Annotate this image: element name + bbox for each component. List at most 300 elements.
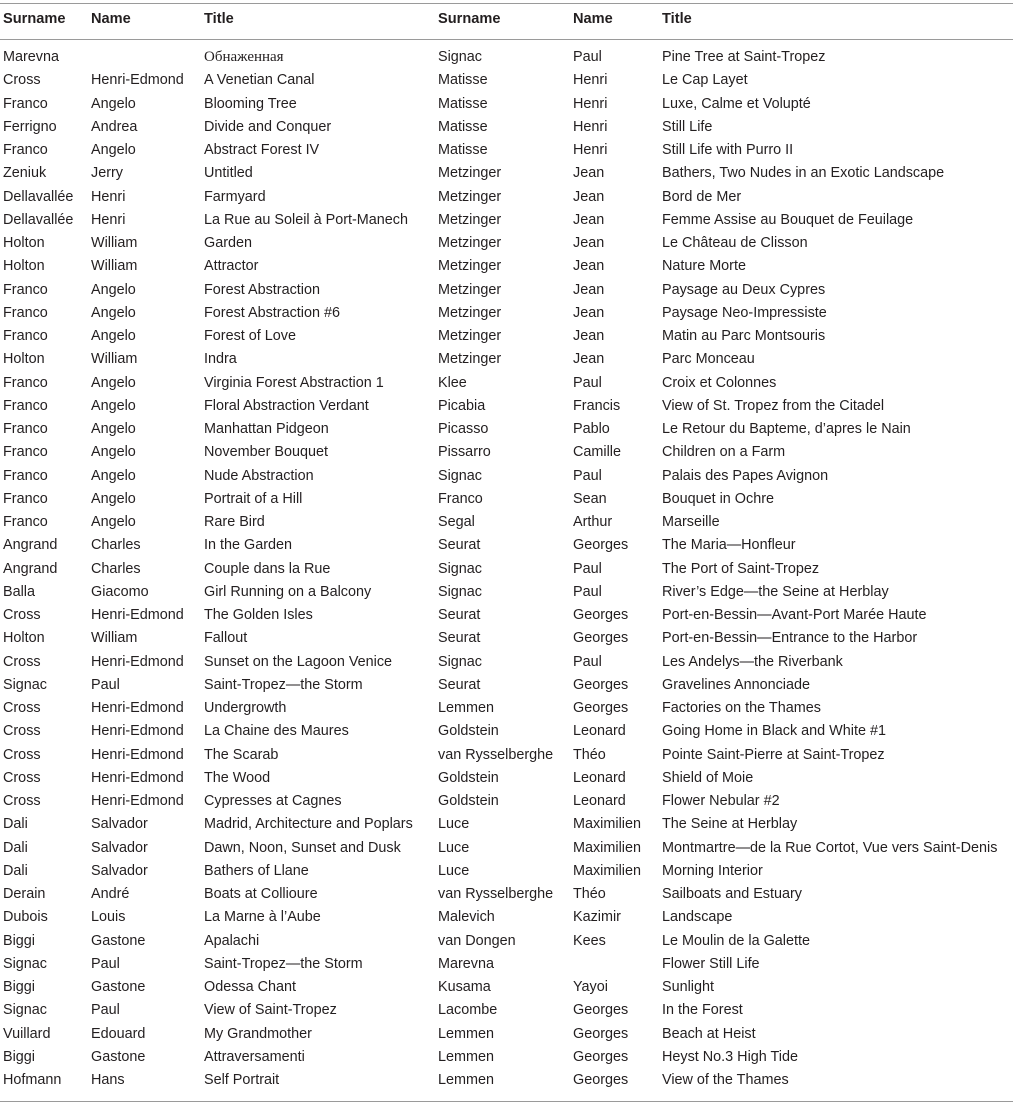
- table-row: [0, 418, 1013, 441]
- table-row: [0, 93, 1013, 116]
- cell-surname-left: Franco: [3, 95, 48, 112]
- cell-name-right: Yayoi: [573, 979, 608, 995]
- cell-surname-right: Marevna: [438, 955, 494, 972]
- cell-name-left: Angelo: [91, 490, 136, 507]
- cell-name-left: Salvador: [91, 862, 148, 879]
- cell-title-right: Palais des Papes Avignon: [662, 467, 829, 484]
- cell-title-left: Sunset on the Lagoon Venice: [204, 653, 393, 670]
- cell-title-left: Floral Abstraction Verdant: [204, 397, 369, 414]
- cell-title-right: Le Château de Clisson: [662, 235, 808, 251]
- cell-title-left: Odessa Chant: [204, 979, 296, 995]
- cell-name-left: Angelo: [91, 374, 136, 391]
- cell-name-left: Henri-Edmond: [91, 793, 184, 809]
- cell-name-left: Henri-Edmond: [91, 653, 184, 670]
- cell-title-right: Bouquet in Ochre: [662, 490, 774, 507]
- table-row: [0, 511, 1013, 534]
- cell-surname-right: Luce: [438, 839, 470, 856]
- cell-surname-left: Cross: [3, 723, 41, 740]
- table-row: [0, 697, 1013, 720]
- cell-title-left: Couple dans la Rue: [204, 560, 331, 577]
- cell-name-left: Hans: [91, 1072, 125, 1088]
- cell-title-right: The Maria—Honfleur: [662, 537, 796, 554]
- cell-surname-right: Seurat: [438, 630, 481, 647]
- cell-surname-left: Dellavallée: [3, 211, 74, 228]
- table-row: [0, 953, 1013, 976]
- cell-surname-left: Biggi: [3, 932, 35, 949]
- cell-name-left: Paul: [91, 1002, 120, 1019]
- cell-surname-left: Signac: [3, 676, 48, 693]
- cell-name-left: Gastone: [91, 932, 146, 949]
- cell-surname-left: Dellavallée: [3, 188, 74, 205]
- header-name-right: Name: [573, 11, 613, 27]
- cell-surname-right: Metzinger: [438, 281, 502, 298]
- cell-surname-right: Matisse: [438, 72, 488, 89]
- cell-name-left: Gastone: [91, 979, 146, 995]
- cell-surname-right: Seurat: [438, 607, 481, 623]
- cell-title-left: Garden: [204, 235, 252, 251]
- cell-name-left: William: [91, 630, 138, 647]
- cell-surname-left: Angrand: [3, 537, 58, 554]
- cell-name-right: Kazimir: [573, 909, 621, 926]
- cell-title-left: Portrait of a Hill: [204, 490, 303, 507]
- cell-surname-right: Signac: [438, 583, 483, 600]
- table-row: [0, 976, 1013, 999]
- cell-name-right: Georges: [573, 1048, 629, 1065]
- cell-name-left: Angelo: [91, 328, 136, 344]
- cell-surname-left: Cross: [3, 746, 41, 763]
- header-surname-right: Surname: [438, 11, 501, 27]
- cell-title-right: Gravelines Annonciade: [662, 676, 811, 693]
- cell-surname-right: Lemmen: [438, 1025, 494, 1042]
- cell-title-left: November Bouquet: [204, 444, 328, 461]
- cell-name-right: Georges: [573, 700, 629, 716]
- cell-title-left: Madrid, Architecture and Poplars: [204, 816, 413, 833]
- cell-title-left: Обнаженная: [204, 49, 284, 65]
- table-row: [0, 651, 1013, 674]
- table-row: [0, 674, 1013, 697]
- cell-name-right: Sean: [573, 490, 607, 507]
- table-row: [0, 1023, 1013, 1046]
- cell-title-right: River’s Edge—the Seine at Herblay: [662, 583, 889, 600]
- cell-surname-right: Signac: [438, 467, 483, 484]
- table-row: [0, 488, 1013, 511]
- cell-name-right: Georges: [573, 607, 629, 623]
- cell-name-right: Maximilien: [573, 862, 641, 879]
- cell-title-right: Sailboats and Estuary: [662, 886, 802, 902]
- cell-surname-left: Holton: [3, 351, 45, 368]
- cell-name-right: Georges: [573, 1072, 629, 1088]
- cell-surname-right: Lemmen: [438, 700, 494, 716]
- table-row: [0, 46, 1013, 69]
- cell-surname-right: van Dongen: [438, 932, 516, 949]
- cell-title-right: Paysage au Deux Cypres: [662, 281, 826, 298]
- header-surname-left: Surname: [3, 11, 66, 27]
- cell-title-right: Shield of Moie: [662, 769, 754, 786]
- cell-surname-right: Lacombe: [438, 1002, 498, 1019]
- cell-surname-right: Goldstein: [438, 723, 499, 740]
- cell-name-left: Henri-Edmond: [91, 607, 184, 623]
- table-row: [0, 837, 1013, 860]
- table-header-rule: [0, 39, 1013, 40]
- table-row: [0, 906, 1013, 929]
- cell-name-left: Angelo: [91, 281, 136, 298]
- cell-surname-right: Seurat: [438, 537, 481, 554]
- cell-title-left: Manhattan Pidgeon: [204, 421, 329, 437]
- cell-name-left: Angelo: [91, 421, 136, 437]
- cell-surname-right: Metzinger: [438, 165, 502, 182]
- cell-name-right: Jean: [573, 188, 605, 205]
- cell-title-left: The Golden Isles: [204, 607, 313, 623]
- cell-title-right: Femme Assise au Bouquet de Feuilage: [662, 211, 914, 228]
- table-row: [0, 302, 1013, 325]
- cell-name-right: Camille: [573, 444, 621, 461]
- cell-surname-right: Metzinger: [438, 351, 502, 368]
- cell-surname-left: Franco: [3, 374, 48, 391]
- cell-surname-left: Franco: [3, 490, 48, 507]
- cell-surname-left: Dali: [3, 816, 28, 833]
- table-row: [0, 860, 1013, 883]
- header-title-left: Title: [204, 11, 234, 27]
- cell-name-left: Henri: [91, 188, 126, 205]
- cell-name-left: Angelo: [91, 397, 136, 414]
- cell-title-right: Landscape: [662, 909, 733, 926]
- cell-name-left: Angelo: [91, 95, 136, 112]
- cell-title-left: Attraversamenti: [204, 1048, 305, 1065]
- cell-surname-left: Cross: [3, 607, 41, 623]
- table-bottom-rule: [0, 1101, 1013, 1102]
- cell-name-right: Georges: [573, 676, 629, 693]
- cell-name-right: Paul: [573, 467, 602, 484]
- cell-surname-right: Signac: [438, 653, 483, 670]
- cell-name-right: Pablo: [573, 421, 610, 437]
- cell-name-left: Angelo: [91, 467, 136, 484]
- cell-surname-right: Metzinger: [438, 188, 502, 205]
- cell-name-right: Henri: [573, 95, 608, 112]
- cell-name-left: Henri-Edmond: [91, 72, 184, 89]
- cell-name-right: Henri: [573, 72, 608, 89]
- cell-name-left: Jerry: [91, 165, 123, 182]
- table-row: [0, 999, 1013, 1022]
- cell-surname-left: Franco: [3, 421, 48, 437]
- table-row: [0, 558, 1013, 581]
- cell-surname-left: Marevna: [3, 49, 59, 65]
- cell-name-left: Paul: [91, 676, 120, 693]
- header-name-left: Name: [91, 11, 131, 27]
- cell-surname-right: Segal: [438, 514, 475, 530]
- cell-surname-right: Klee: [438, 374, 467, 391]
- cell-surname-left: Franco: [3, 328, 48, 344]
- cell-name-right: Arthur: [573, 514, 613, 530]
- cell-title-right: Pine Tree at Saint-Tropez: [662, 49, 826, 65]
- cell-title-left: Farmyard: [204, 188, 266, 205]
- table-row: [0, 279, 1013, 302]
- cell-surname-left: Derain: [3, 886, 46, 902]
- cell-surname-right: Signac: [438, 560, 483, 577]
- cell-name-left: Paul: [91, 955, 120, 972]
- cell-name-right: Henri: [573, 118, 608, 135]
- cell-name-left: Salvador: [91, 816, 148, 833]
- cell-title-right: Matin au Parc Montsouris: [662, 328, 826, 344]
- cell-title-left: Dawn, Noon, Sunset and Dusk: [204, 839, 401, 856]
- cell-title-right: Beach at Heist: [662, 1025, 756, 1042]
- cell-title-left: A Venetian Canal: [204, 72, 315, 89]
- table-row: [0, 116, 1013, 139]
- cell-name-left: Salvador: [91, 839, 148, 856]
- cell-surname-right: Metzinger: [438, 235, 502, 251]
- cell-name-left: Charles: [91, 537, 141, 554]
- table-row: [0, 534, 1013, 557]
- cell-name-left: William: [91, 351, 138, 368]
- cell-title-left: The Scarab: [204, 746, 279, 763]
- cell-surname-right: Metzinger: [438, 258, 502, 275]
- cell-title-left: Girl Running on a Balcony: [204, 583, 372, 600]
- cell-name-right: Jean: [573, 211, 605, 228]
- cell-name-right: Paul: [573, 560, 602, 577]
- table-row: [0, 69, 1013, 92]
- cell-title-right: Luxe, Calme et Volupté: [662, 95, 811, 112]
- cell-surname-left: Balla: [3, 583, 35, 600]
- cell-surname-right: Luce: [438, 816, 470, 833]
- table-row: [0, 581, 1013, 604]
- cell-title-right: Les Andelys—the Riverbank: [662, 653, 843, 670]
- cell-name-right: Jean: [573, 304, 605, 321]
- cell-surname-right: Picasso: [438, 421, 489, 437]
- cell-name-right: Paul: [573, 653, 602, 670]
- cell-name-right: Henri: [573, 142, 608, 158]
- cell-title-left: Forest of Love: [204, 328, 296, 344]
- cell-title-right: Going Home in Black and White #1: [662, 723, 886, 740]
- cell-surname-right: van Rysselberghe: [438, 746, 554, 763]
- cell-title-right: Sunlight: [662, 979, 715, 995]
- cell-surname-right: Metzinger: [438, 304, 502, 321]
- cell-title-right: Le Cap Layet: [662, 72, 748, 89]
- cell-title-left: Rare Bird: [204, 514, 265, 530]
- cell-title-left: Fallout: [204, 630, 248, 647]
- cell-surname-left: Cross: [3, 653, 41, 670]
- cell-surname-right: Metzinger: [438, 328, 502, 344]
- cell-name-left: Andrea: [91, 118, 138, 135]
- cell-title-right: View of St. Tropez from the Citadel: [662, 397, 885, 414]
- cell-surname-left: Hofmann: [3, 1072, 62, 1088]
- table-row: [0, 139, 1013, 162]
- cell-surname-right: Matisse: [438, 142, 488, 158]
- cell-title-right: Parc Monceau: [662, 351, 755, 368]
- cell-title-right: Croix et Colonnes: [662, 374, 777, 391]
- cell-title-left: The Wood: [204, 769, 271, 786]
- cell-title-left: Saint-Tropez—the Storm: [204, 955, 363, 972]
- cell-surname-left: Cross: [3, 793, 41, 809]
- cell-title-left: La Chaine des Maures: [204, 723, 349, 740]
- cell-name-right: Paul: [573, 583, 602, 600]
- cell-surname-right: Matisse: [438, 95, 488, 112]
- table-row: [0, 883, 1013, 906]
- cell-surname-left: Vuillard: [3, 1025, 51, 1042]
- cell-title-right: Nature Morte: [662, 258, 746, 275]
- cell-title-left: La Marne à l’Aube: [204, 909, 321, 926]
- table-row: [0, 441, 1013, 464]
- cell-surname-right: Picabia: [438, 397, 486, 414]
- cell-title-right: Bathers, Two Nudes in an Exotic Landscape: [662, 165, 945, 182]
- cell-surname-left: Franco: [3, 281, 48, 298]
- cell-surname-right: van Rysselberghe: [438, 886, 554, 902]
- cell-name-right: Georges: [573, 1025, 629, 1042]
- cell-name-right: Georges: [573, 537, 629, 554]
- table-top-rule: [0, 3, 1013, 4]
- table-row: [0, 372, 1013, 395]
- cell-name-right: Paul: [573, 374, 602, 391]
- cell-title-left: Divide and Conquer: [204, 118, 332, 135]
- cell-name-right: Jean: [573, 351, 605, 368]
- table-row: [0, 255, 1013, 278]
- cell-name-right: Maximilien: [573, 816, 641, 833]
- cell-name-left: Henri-Edmond: [91, 746, 184, 763]
- cell-title-left: Blooming Tree: [204, 95, 297, 112]
- cell-title-left: La Rue au Soleil à Port-Manech: [204, 211, 408, 228]
- cell-title-left: Attractor: [204, 258, 259, 275]
- cell-title-right: Morning Interior: [662, 862, 763, 879]
- cell-title-left: Forest Abstraction: [204, 281, 320, 298]
- cell-surname-left: Dali: [3, 862, 28, 879]
- cell-surname-right: Seurat: [438, 676, 481, 693]
- cell-title-right: Still Life with Purro II: [662, 142, 794, 158]
- cell-surname-left: Biggi: [3, 979, 35, 995]
- cell-name-left: Henri-Edmond: [91, 700, 184, 716]
- cell-title-right: Flower Still Life: [662, 955, 760, 972]
- table-row: [0, 186, 1013, 209]
- table-row: [0, 325, 1013, 348]
- header-title-right: Title: [662, 11, 692, 27]
- cell-name-left: Edouard: [91, 1025, 146, 1042]
- cell-title-right: Pointe Saint-Pierre at Saint-Tropez: [662, 746, 885, 763]
- cell-surname-left: Signac: [3, 1002, 48, 1019]
- cell-surname-right: Goldstein: [438, 793, 499, 809]
- cell-title-right: Montmartre—de la Rue Cortot, Vue vers Saint-Denis: [662, 839, 998, 856]
- table-row: [0, 790, 1013, 813]
- cell-name-right: Georges: [573, 630, 629, 647]
- cell-title-right: Still Life: [662, 118, 713, 135]
- table-row: [0, 930, 1013, 953]
- cell-name-right: Francis: [573, 397, 621, 414]
- cell-name-right: Théo: [573, 886, 606, 902]
- cell-title-left: Abstract Forest IV: [204, 142, 320, 158]
- cell-title-right: Factories on the Thames: [662, 700, 821, 716]
- cell-name-right: Kees: [573, 932, 606, 949]
- cell-surname-right: Goldstein: [438, 769, 499, 786]
- cell-title-left: Saint-Tropez—the Storm: [204, 676, 363, 693]
- cell-name-right: Jean: [573, 165, 605, 182]
- cell-name-right: Paul: [573, 49, 602, 65]
- cell-name-left: Angelo: [91, 304, 136, 321]
- cell-title-left: My Grandmother: [204, 1025, 312, 1042]
- cell-title-left: Indra: [204, 351, 237, 368]
- cell-surname-right: Pissarro: [438, 444, 491, 461]
- cell-name-left: Henri-Edmond: [91, 723, 184, 740]
- cell-name-left: Angelo: [91, 514, 136, 530]
- cell-title-left: View of Saint-Tropez: [204, 1002, 337, 1019]
- cell-surname-left: Holton: [3, 235, 45, 251]
- cell-surname-right: Metzinger: [438, 211, 502, 228]
- cell-name-right: Maximilien: [573, 839, 641, 856]
- cell-title-left: Forest Abstraction #6: [204, 304, 340, 321]
- cell-surname-left: Cross: [3, 769, 41, 786]
- cell-title-left: Self Portrait: [204, 1072, 280, 1088]
- table-row: [0, 209, 1013, 232]
- cell-title-right: In the Forest: [662, 1002, 743, 1019]
- cell-surname-left: Cross: [3, 700, 41, 716]
- cell-title-right: Bord de Mer: [662, 188, 742, 205]
- cell-name-right: Jean: [573, 258, 605, 275]
- table-row: [0, 1069, 1013, 1092]
- cell-title-right: View of the Thames: [662, 1072, 789, 1088]
- table-header-row: [0, 8, 1013, 31]
- cell-title-right: Le Retour du Bapteme, d’apres le Nain: [662, 421, 911, 437]
- cell-name-left: Henri: [91, 211, 126, 228]
- cell-surname-left: Zeniuk: [3, 165, 47, 182]
- cell-title-right: Port-en-Bessin—Entrance to the Harbor: [662, 630, 918, 647]
- table-row: [0, 720, 1013, 743]
- cell-title-left: Nude Abstraction: [204, 467, 314, 484]
- table-row: [0, 348, 1013, 371]
- table-row: [0, 813, 1013, 836]
- cell-title-right: The Seine at Herblay: [662, 816, 798, 833]
- cell-name-right: Leonard: [573, 793, 626, 809]
- table-row: [0, 395, 1013, 418]
- cell-name-left: Angelo: [91, 142, 136, 158]
- cell-name-left: Louis: [91, 909, 126, 926]
- cell-surname-left: Signac: [3, 955, 48, 972]
- cell-surname-left: Franco: [3, 444, 48, 461]
- cell-surname-right: Matisse: [438, 118, 488, 135]
- cell-name-right: Jean: [573, 281, 605, 298]
- cell-title-right: The Port of Saint-Tropez: [662, 560, 820, 577]
- table-row: [0, 232, 1013, 255]
- cell-title-right: Port-en-Bessin—Avant-Port Marée Haute: [662, 607, 927, 623]
- table-row: [0, 162, 1013, 185]
- cell-name-right: Théo: [573, 746, 606, 763]
- cell-surname-right: Franco: [438, 490, 483, 507]
- cell-name-left: Giacomo: [91, 583, 149, 600]
- cell-surname-left: Franco: [3, 304, 48, 321]
- table-row: [0, 1046, 1013, 1069]
- cell-title-left: In the Garden: [204, 537, 293, 554]
- cell-name-right: Jean: [573, 235, 605, 251]
- cell-surname-right: Lemmen: [438, 1048, 494, 1065]
- cell-title-right: Heyst No.3 High Tide: [662, 1048, 798, 1065]
- cell-title-left: Untitled: [204, 165, 253, 182]
- table-row: [0, 767, 1013, 790]
- cell-surname-left: Franco: [3, 142, 48, 158]
- cell-name-left: Henri-Edmond: [91, 769, 184, 786]
- cell-surname-left: Dubois: [3, 909, 48, 926]
- cell-name-right: Leonard: [573, 769, 626, 786]
- cell-name-left: William: [91, 258, 138, 275]
- cell-title-left: Bathers of Llane: [204, 862, 309, 879]
- cell-name-right: Leonard: [573, 723, 626, 740]
- cell-name-left: Charles: [91, 560, 141, 577]
- cell-surname-right: Malevich: [438, 909, 495, 926]
- cell-surname-left: Holton: [3, 630, 45, 647]
- cell-surname-left: Franco: [3, 514, 48, 530]
- cell-name-left: André: [91, 886, 130, 902]
- cell-surname-left: Franco: [3, 467, 48, 484]
- table-row: [0, 627, 1013, 650]
- cell-surname-right: Signac: [438, 49, 483, 65]
- cell-name-left: Angelo: [91, 444, 136, 461]
- cell-surname-left: Franco: [3, 397, 48, 414]
- cell-name-left: Gastone: [91, 1048, 146, 1065]
- cell-surname-left: Dali: [3, 839, 28, 856]
- cell-title-right: Flower Nebular #2: [662, 793, 780, 809]
